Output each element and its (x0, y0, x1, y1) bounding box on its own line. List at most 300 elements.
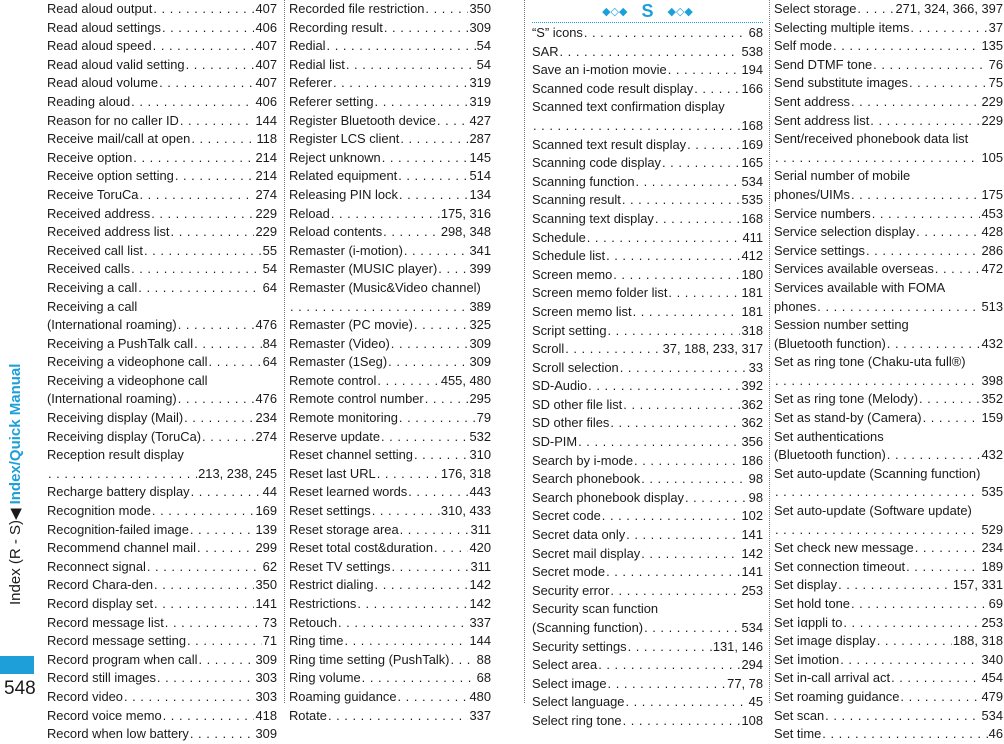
index-entry (47, 0, 277, 19)
index-entry (47, 576, 277, 595)
dot-leader (900, 688, 980, 707)
entry-term: Search phonebook display (532, 489, 684, 505)
entry-pages: 295 (469, 391, 491, 407)
entry-term: Referer setting (289, 93, 374, 109)
entry-pages: 340 (981, 651, 1003, 667)
entry-pages: 141 (741, 564, 763, 580)
index-entry (47, 465, 277, 484)
dot-leader (154, 595, 254, 614)
dot-leader (138, 279, 261, 298)
entry-pages: 309 (469, 335, 491, 351)
entry-pages: 54 (262, 261, 277, 277)
dot-leader (147, 558, 262, 577)
dot-leader (851, 186, 981, 205)
entry-term: Set as ring tone (Melody) (774, 391, 919, 407)
entry-pages: 168 (741, 117, 763, 133)
entry-term: Record display set (47, 596, 154, 611)
index-entry (532, 582, 763, 601)
entry-term: Secret code (532, 508, 601, 524)
dot-leader (578, 433, 740, 452)
entry-pages: 142 (741, 545, 763, 561)
entry-term: Service settings (774, 242, 865, 258)
dot-leader (851, 595, 988, 614)
dot-leader (327, 37, 476, 56)
dot-leader (668, 61, 741, 80)
dot-leader (923, 409, 981, 428)
entry-term: Record voice memo (47, 707, 162, 723)
index-entry (289, 223, 491, 242)
entry-term: Ring volume (289, 670, 361, 686)
index-entry (774, 446, 1003, 465)
dot-leader (382, 149, 469, 168)
dot-leader (626, 526, 740, 545)
dot-leader (190, 521, 255, 540)
entry-term: Reload contents (289, 224, 383, 240)
index-entry (47, 483, 277, 502)
entry-pages: 118 (256, 131, 277, 147)
index-entry (774, 167, 1003, 186)
entry-pages: 54 (476, 56, 491, 72)
dot-leader (399, 186, 469, 205)
entry-pages: 325 (469, 317, 491, 333)
entry-term: Reception result display (47, 447, 184, 463)
entry-pages: 37, 188, 233, 317 (662, 341, 763, 357)
index-entry (532, 136, 763, 155)
dot-leader (153, 37, 255, 56)
index-entry (289, 539, 491, 558)
index-entry (289, 651, 491, 670)
dot-leader (191, 130, 255, 149)
column-divider (284, 0, 285, 703)
dot-leader (437, 112, 469, 131)
entry-term: Set time (774, 726, 822, 742)
dot-leader (357, 595, 468, 614)
index-entry (47, 260, 277, 279)
dot-leader (633, 303, 741, 322)
dot-leader (377, 465, 440, 484)
entry-term: Record message setting (47, 633, 187, 649)
entry-term: Referer (289, 75, 332, 91)
index-entry (532, 24, 763, 43)
entry-term: SD-Audio (532, 378, 588, 394)
index-entry (774, 669, 1003, 688)
entry-term: Received calls (47, 261, 131, 277)
dot-leader (565, 340, 661, 359)
entry-term: Set as ring tone (Chaku-uta full®) (774, 354, 966, 370)
index-column-4 (774, 0, 1003, 742)
index-entry (774, 688, 1003, 707)
dot-leader (833, 37, 980, 56)
entry-term: Receiving a call (47, 298, 138, 314)
index-entry (47, 558, 277, 577)
entry-pages: 139 (255, 521, 277, 537)
entry-term: Redial (289, 38, 326, 54)
entry-term: Remaster (Video) (289, 335, 390, 351)
index-entry (289, 446, 491, 465)
dot-leader (175, 167, 255, 186)
entry-term: Send substitute images (774, 75, 908, 91)
entry-pages: 420 (469, 540, 491, 556)
dot-leader (144, 242, 262, 261)
entry-pages: 298, 348 (440, 224, 491, 240)
dot-leader (915, 539, 981, 558)
index-entry (289, 167, 491, 186)
entry-pages: 480 (469, 688, 491, 704)
entry-term: SD-PIM (532, 434, 578, 450)
entry-term: Session number setting (774, 317, 909, 333)
entry-pages: 253 (741, 582, 763, 598)
entry-term: Receiving a videophone call (47, 354, 208, 370)
index-entry (289, 260, 491, 279)
entry-term: Record Chara-den (47, 577, 154, 593)
entry-pages: 142 (469, 577, 491, 593)
entry-pages: 341 (469, 242, 491, 258)
dot-leader (398, 167, 468, 186)
dot-leader (425, 390, 469, 409)
dot-leader (171, 223, 255, 242)
dot-leader (400, 521, 470, 540)
dot-leader (887, 446, 981, 465)
entry-term: Restrict dialing (289, 577, 374, 593)
entry-pages: 432 (981, 447, 1003, 463)
index-entry (289, 595, 491, 614)
index-entry (774, 242, 1003, 261)
entry-term: Self mode (774, 38, 833, 54)
index-entry (774, 149, 1003, 168)
entry-term: Recorded file restriction (289, 1, 425, 16)
dot-leader (662, 154, 740, 173)
index-entry (532, 433, 763, 452)
index-entry (774, 614, 1003, 633)
dot-leader (154, 576, 254, 595)
index-entry (47, 632, 277, 651)
index-entry (289, 186, 491, 205)
entry-term: Redial list (289, 56, 345, 72)
dot-leader (186, 56, 255, 75)
entry-term: Reset TV settings (289, 558, 391, 574)
dot-leader (333, 74, 469, 93)
index-entry (289, 335, 491, 354)
entry-pages: 411 (742, 229, 763, 245)
index-entry (532, 638, 763, 657)
index-entry (774, 428, 1003, 447)
entry-term: Recognition mode (47, 503, 151, 519)
index-entry (532, 303, 763, 322)
index-entry (47, 112, 277, 131)
index-entry (532, 322, 763, 341)
entry-pages: 534 (741, 173, 763, 189)
entry-pages: 68 (748, 25, 763, 40)
entry-pages: 311 (470, 558, 491, 574)
entry-pages: 141 (255, 596, 277, 611)
index-entry (289, 130, 491, 149)
entry-term: Remaster (Music&Video channel) (289, 279, 481, 295)
entry-term: Rotate (289, 707, 327, 723)
entry-term: Read aloud volume (47, 75, 159, 91)
index-entry (774, 335, 1003, 354)
entry-term: Register LCS client (289, 131, 400, 147)
sidebar-tab (0, 656, 34, 674)
entry-pages: 362 (741, 396, 763, 412)
dot-leader (338, 614, 468, 633)
entry-pages: 303 (255, 670, 277, 686)
column-divider (769, 0, 770, 703)
index-entry (532, 489, 763, 508)
index-entry (532, 507, 763, 526)
entry-pages: 253 (981, 614, 1003, 630)
entry-term: Secret mail display (532, 545, 641, 561)
entry-pages: 513 (981, 298, 1003, 314)
dot-leader (381, 428, 468, 447)
index-entry (289, 19, 491, 38)
entry-pages: 159 (981, 410, 1003, 426)
entry-pages: 88 (476, 651, 491, 667)
dot-leader (388, 353, 468, 372)
entry-term: Set auto-update (Software update) (774, 503, 972, 519)
dot-leader (398, 688, 469, 707)
entry-term: Scanned text confirmation display (532, 99, 725, 115)
entry-term: Sent address (774, 93, 850, 109)
dot-leader (438, 260, 468, 279)
entry-term: Set check new message (774, 540, 914, 556)
index-entry (47, 428, 277, 447)
entry-term: Schedule list (532, 248, 606, 264)
dot-leader (414, 316, 469, 335)
index-entry (532, 675, 763, 694)
entry-term: Reason for no caller ID (47, 112, 179, 128)
dot-leader (375, 93, 469, 112)
sidebar-label (6, 364, 24, 605)
entry-term: Receiving a call (47, 279, 138, 295)
entry-term: Set ⅰαppli to (774, 614, 843, 630)
index-entry (47, 74, 277, 93)
entry-term: Receive mail/call at open (47, 131, 191, 147)
index-entry (289, 242, 491, 261)
entry-pages: 166 (741, 80, 763, 96)
index-entry (289, 205, 491, 224)
dot-leader (620, 359, 748, 378)
entry-term: Recommend channel mail (47, 540, 197, 556)
index-entry (47, 242, 277, 261)
entry-pages: 479 (981, 688, 1003, 704)
entry-term: Receive option setting (47, 168, 174, 184)
entry-pages: 33 (748, 359, 763, 375)
entry-term: Screen memo (532, 266, 613, 282)
dot-leader (838, 576, 952, 595)
entry-pages: 392 (741, 378, 763, 394)
index-entry (47, 93, 277, 112)
index-entry (532, 452, 763, 471)
entry-term: Select storage (774, 1, 857, 16)
dot-leader (822, 725, 987, 744)
entry-term: Reserve update (289, 428, 381, 444)
index-entry (774, 353, 1003, 372)
index-entry (289, 465, 491, 484)
index-entry (47, 19, 277, 38)
index-entry (532, 600, 763, 619)
entry-pages: 319 (469, 93, 491, 109)
entry-pages: 175, 316 (440, 205, 491, 221)
index-entry (289, 93, 491, 112)
entry-pages: 142 (469, 596, 491, 611)
dot-leader (687, 136, 740, 155)
entry-pages: 157, 331 (952, 577, 1003, 593)
dot-leader (331, 205, 440, 224)
index-entry (289, 372, 491, 391)
index-entry (532, 43, 763, 62)
index-entry (289, 37, 491, 56)
index-entry (532, 117, 763, 136)
index-entry (774, 205, 1003, 224)
index-entry (47, 167, 277, 186)
entry-term: Reload (289, 205, 330, 221)
dot-leader (635, 173, 740, 192)
dot-leader (919, 390, 980, 409)
index-entry (289, 56, 491, 75)
index-entry (774, 465, 1003, 484)
entry-pages: 213, 238, 245 (198, 465, 277, 481)
entry-pages: 472 (981, 261, 1003, 277)
dot-leader (870, 112, 980, 131)
index-entry (47, 409, 277, 428)
entry-pages: 176, 318 (440, 465, 491, 481)
index-entry (289, 576, 491, 595)
entry-pages: 71 (262, 633, 277, 649)
dot-leader (906, 558, 980, 577)
entry-pages: 286 (981, 242, 1003, 258)
entry-term: Set auto-update (Scanning function) (774, 465, 981, 481)
entry-term: “S” icons (532, 25, 583, 40)
entry-pages: 356 (741, 434, 763, 450)
dot-leader (560, 43, 741, 62)
index-entry (532, 656, 763, 675)
index-entry (774, 502, 1003, 521)
entry-pages: 229 (255, 205, 277, 221)
entry-pages: 108 (741, 712, 763, 728)
entry-term: Ring time (289, 633, 344, 649)
entry-pages: 406 (255, 93, 277, 109)
entry-pages: 407 (255, 75, 277, 91)
index-column-3 (532, 0, 763, 728)
entry-pages: 532 (469, 428, 491, 444)
entry-term: Releasing PIN lock (289, 186, 398, 202)
entry-term: Screen memo list (532, 303, 632, 319)
entry-term: Record program when call (47, 651, 198, 667)
entry-term: Recognition-failed image (47, 521, 189, 537)
dot-leader (775, 372, 980, 391)
index-entry (47, 353, 277, 372)
entry-term: Set roaming guidance (774, 688, 900, 704)
sidebar-section: Index (R - S) (7, 519, 24, 605)
index-entry (289, 669, 491, 688)
entry-term: SD other file list (532, 396, 623, 412)
index-entry (774, 632, 1003, 651)
entry-pages: 352 (981, 391, 1003, 407)
index-entry (532, 396, 763, 415)
entry-term: Receiving a PushTalk call (47, 335, 194, 351)
dot-leader (404, 242, 469, 261)
entry-pages: 535 (741, 192, 763, 208)
dot-leader (877, 632, 952, 651)
entry-term: Receive option (47, 149, 133, 165)
index-entry (532, 619, 763, 638)
index-entry (47, 595, 277, 614)
dot-leader (434, 539, 468, 558)
dot-leader (694, 80, 740, 99)
index-entry (289, 614, 491, 633)
index-entry (532, 284, 763, 303)
dot-leader (414, 446, 469, 465)
entry-term: Send DTMF tone (774, 56, 873, 72)
entry-term: Received address (47, 205, 151, 221)
index-entry (774, 260, 1003, 279)
entry-pages: 169 (741, 136, 763, 152)
entry-term: Reading aloud (47, 93, 131, 109)
index-entry (774, 19, 1003, 38)
entry-pages: 62 (262, 558, 277, 574)
index-entry (47, 205, 277, 224)
index-entry (774, 112, 1003, 131)
entry-term: Service numbers (774, 205, 871, 221)
dot-leader (622, 191, 741, 210)
entry-pages: 102 (741, 508, 763, 524)
entry-term: Read aloud output (47, 1, 153, 16)
index-entry (289, 483, 491, 502)
index-entry (774, 539, 1003, 558)
entry-pages: 69 (988, 596, 1003, 611)
dot-leader (131, 93, 254, 112)
dot-leader (384, 19, 469, 38)
entry-term: Scanned text result display (532, 136, 687, 152)
dot-leader (157, 669, 255, 688)
entry-term: Received address list (47, 224, 170, 240)
entry-term: Receive ToruCa (47, 186, 139, 202)
entry-term: Retouch (289, 614, 338, 630)
entry-term: Record video (47, 688, 123, 704)
index-entry (47, 56, 277, 75)
entry-pages: 418 (255, 707, 277, 723)
entry-term: Remaster (MUSIC player) (289, 261, 438, 277)
entry-pages: 229 (981, 112, 1003, 128)
section-letter: S (641, 0, 654, 21)
dot-leader (910, 19, 987, 38)
index-entry (289, 279, 491, 298)
entry-pages: 45 (748, 694, 763, 710)
index-entry (289, 707, 491, 726)
entry-term: Scanning text display (532, 210, 654, 226)
index-entry (289, 632, 491, 651)
index-entry (774, 56, 1003, 75)
entry-term: Set image display (774, 633, 876, 649)
entry-term: Record message list (47, 614, 164, 630)
entry-term: Register Bluetooth device (289, 112, 436, 128)
index-entry (532, 210, 763, 229)
index-entry (532, 414, 763, 433)
index-entry (774, 74, 1003, 93)
dot-leader (187, 632, 262, 651)
dot-leader (151, 205, 254, 224)
index-entry (289, 688, 491, 707)
entry-term: Security error (532, 582, 610, 598)
dot-leader (610, 414, 740, 433)
entry-term: Secret data only (532, 527, 626, 543)
index-entry (774, 279, 1003, 298)
entry-pages: 303 (255, 688, 277, 704)
sidebar (0, 0, 34, 703)
dot-leader (362, 669, 476, 688)
entry-pages: 73 (262, 614, 277, 630)
dot-leader (133, 149, 254, 168)
